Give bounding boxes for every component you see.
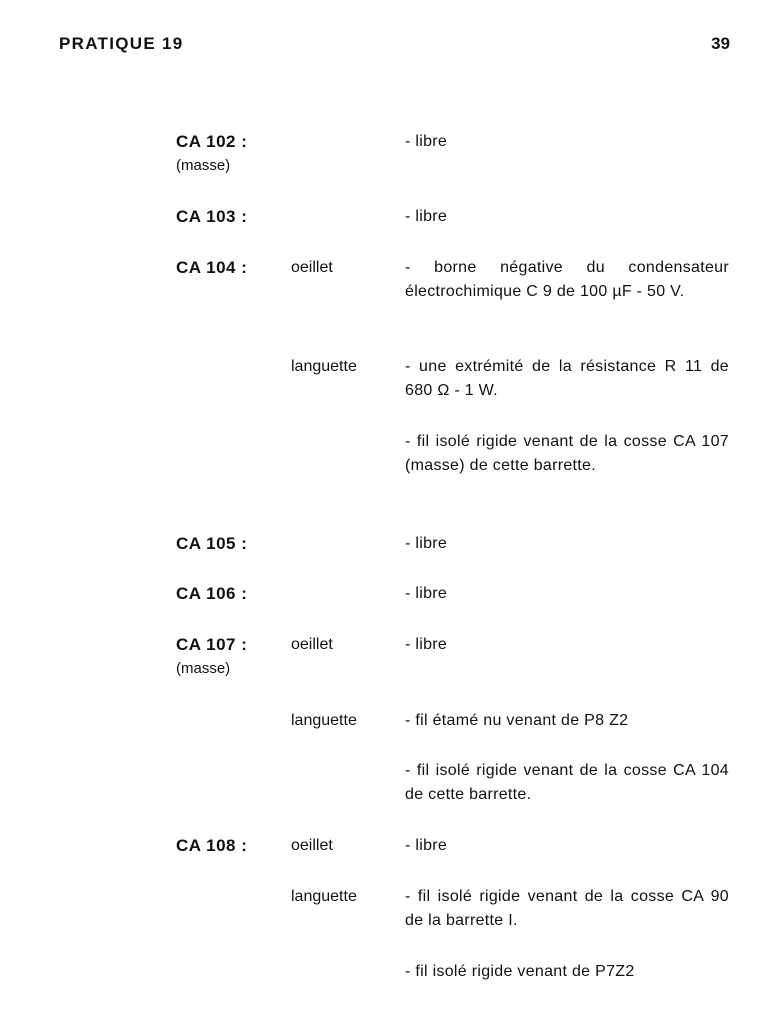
part-label: oeillet xyxy=(291,259,333,276)
page-header xyxy=(59,34,730,58)
description: - libre xyxy=(405,585,448,602)
part-label: languette xyxy=(291,712,357,729)
pin-label: CA 103 : xyxy=(176,207,248,226)
part-label: languette xyxy=(291,888,357,905)
part-label: languette xyxy=(291,358,357,375)
part-label: oeillet xyxy=(291,636,333,653)
pin-label: CA 102 : xyxy=(176,132,248,151)
pin-note: (masse) xyxy=(176,660,231,677)
pin-label: CA 108 : xyxy=(176,836,248,855)
description: - fil isolé rigide venant de la cosse CA 90 de la barrette I. xyxy=(405,888,729,929)
description: - une extrémité de la résistance R 11 de 680 Ω - 1 W. xyxy=(405,358,729,399)
page-title: PRATIQUE 19 xyxy=(59,34,184,53)
pin-note: (masse) xyxy=(176,157,231,174)
description: - libre xyxy=(405,837,448,854)
description: - libre xyxy=(405,133,448,150)
description: - fil isolé rigide venant de la cosse CA 107 (masse) de cette barrette. xyxy=(405,433,729,474)
pin-label: CA 104 : xyxy=(176,258,248,277)
description: - libre xyxy=(405,208,448,225)
page-number: 39 xyxy=(711,34,730,53)
pin-label: CA 107 : xyxy=(176,635,248,654)
description: - fil isolé rigide venant de P7Z2 xyxy=(405,963,635,980)
part-label: oeillet xyxy=(291,837,333,854)
description: - fil isolé rigide venant de la cosse CA 104 de cette barrette. xyxy=(405,762,729,803)
description: - borne négative du condensateur électrochimique C 9 de 100 µF - 50 V. xyxy=(405,259,729,300)
description: - libre xyxy=(405,636,448,653)
description: - fil étamé nu venant de P8 Z2 xyxy=(405,712,629,729)
pin-label: CA 105 : xyxy=(176,534,248,553)
description: - libre xyxy=(405,535,448,552)
pin-label: CA 106 : xyxy=(176,584,248,603)
